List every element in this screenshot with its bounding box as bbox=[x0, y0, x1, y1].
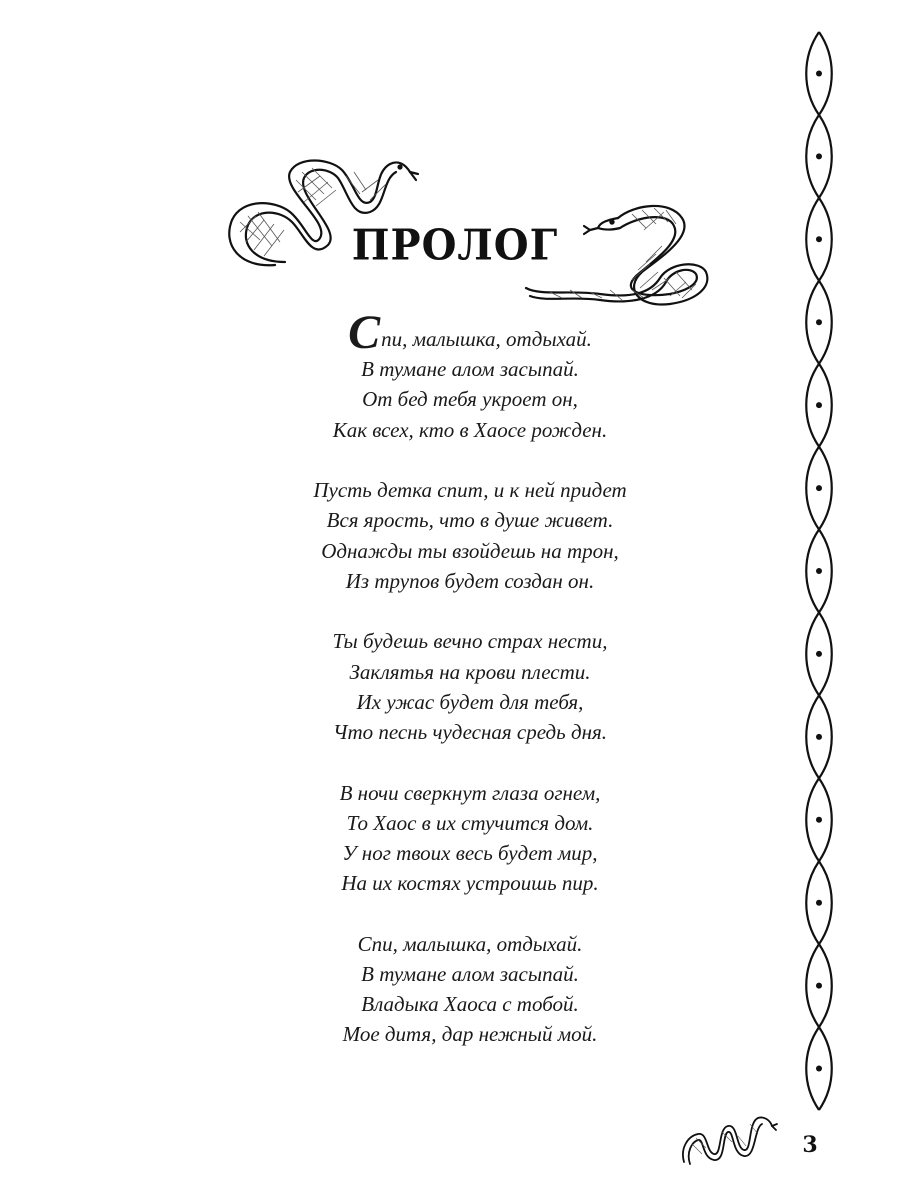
poem-line: Что песнь чудесная средь дня. bbox=[332, 720, 608, 745]
chain-dot-icon bbox=[816, 983, 822, 989]
chain-dot-icon bbox=[816, 900, 822, 906]
poem-line: У ног твоих весь будет мир, bbox=[342, 841, 598, 866]
stanza bbox=[230, 306, 710, 445]
stanza bbox=[230, 626, 710, 747]
drop-cap: С bbox=[348, 306, 381, 359]
poem-line: Однажды ты взойдешь на трон, bbox=[321, 538, 619, 563]
stanza bbox=[230, 475, 710, 596]
poem-line bbox=[230, 306, 710, 359]
poem bbox=[230, 306, 710, 1080]
stanza bbox=[230, 929, 710, 1050]
chain-dot-icon bbox=[816, 319, 822, 325]
chain-dot-icon bbox=[816, 651, 822, 657]
snake-footer-icon bbox=[678, 1108, 778, 1168]
chain-dot-icon bbox=[816, 734, 822, 740]
chain-dot-icon bbox=[816, 70, 822, 76]
chain-dot-icon bbox=[816, 485, 822, 491]
poem-line: Ты будешь вечно страх нести, bbox=[332, 629, 608, 654]
poem-line: От бед тебя укроет он, bbox=[362, 387, 578, 412]
poem-line: В тумане алом засыпай. bbox=[361, 962, 579, 987]
chain-dot-icon bbox=[816, 236, 822, 242]
poem-line: Мое дитя, дар нежный мой. bbox=[342, 1022, 598, 1047]
page-title: ПРОЛОГ bbox=[351, 220, 559, 271]
poem-line-text: пи, малышка, отдыхай. bbox=[381, 327, 592, 351]
chain-dot-icon bbox=[816, 1066, 822, 1072]
poem-line: В ночи сверкнут глаза огнем, bbox=[339, 780, 601, 805]
poem-line: Их ужас будет для тебя, bbox=[356, 689, 584, 714]
poem-line: Заклятья на крови плести. bbox=[349, 659, 591, 684]
poem-line: На их костях устроишь пир. bbox=[341, 871, 599, 896]
chain-dot-icon bbox=[816, 568, 822, 574]
poem-line: Вся ярость, что в душе живет. bbox=[326, 508, 614, 533]
poem-line: В тумане алом засыпай. bbox=[361, 357, 579, 382]
chain-dot-icon bbox=[816, 402, 822, 408]
chain-dot-icon bbox=[816, 153, 822, 159]
poem-line: Владыка Хаоса с тобой. bbox=[361, 992, 579, 1017]
chain-dot-icon bbox=[816, 817, 822, 823]
page-number: 3 bbox=[802, 1132, 818, 1158]
poem-line: То Хаос в их стучится дом. bbox=[346, 810, 594, 835]
poem-line: Из трупов будет создан он. bbox=[345, 568, 595, 593]
stanza bbox=[230, 778, 710, 899]
poem-line: Спи, малышка, отдыхай. bbox=[357, 931, 583, 956]
poem-line: Как всех, кто в Хаосе рожден. bbox=[332, 417, 608, 442]
poem-line: Пусть детка спит, и к ней придет bbox=[313, 478, 627, 503]
